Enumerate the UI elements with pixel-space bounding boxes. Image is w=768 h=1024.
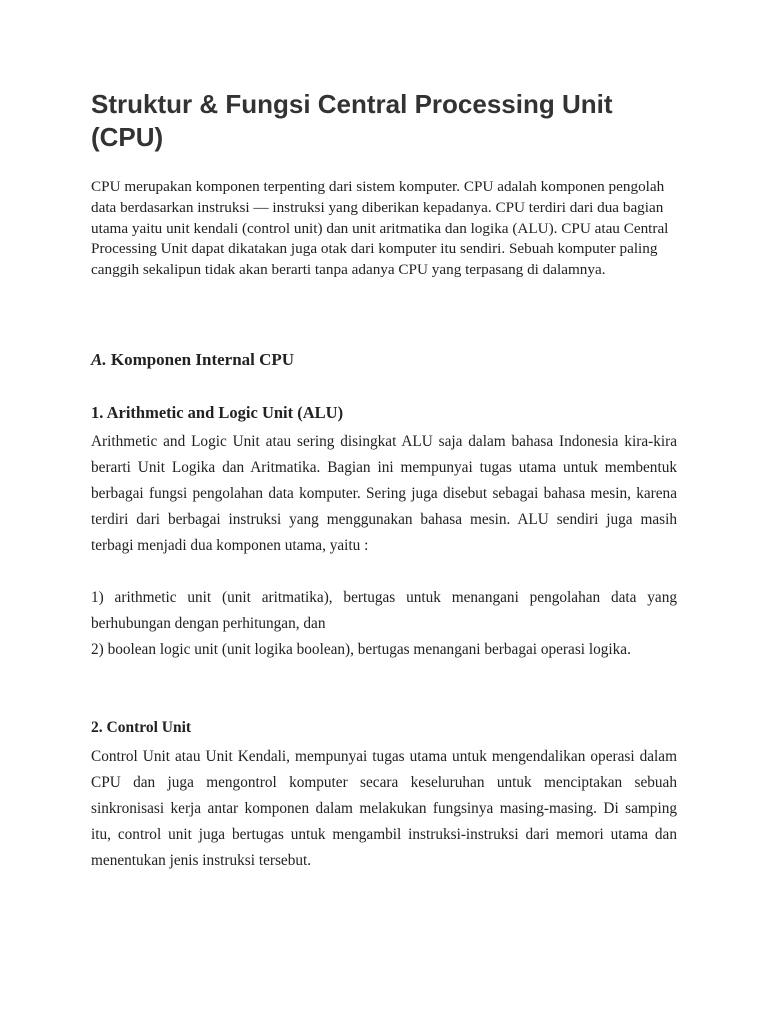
- control-unit-heading: 2. Control Unit: [91, 719, 192, 736]
- section-letter: A.: [91, 350, 107, 369]
- control-unit-paragraph: Control Unit atau Unit Kendali, mempunyai tugas utama untuk mengendalikan operasi dalam CPU dan juga mengontrol komputer secara keseluruhan untuk menciptakan sebuah sinkronisasi kerja antar komponen dalam melakukan fungsinya masing-masing. Di samping itu, control unit juga bertugas untuk mengambil instruksi-instruksi dari memori utama dan menentukan jenis instruksi tersebut.: [91, 748, 677, 869]
- alu-list-item-1: 1) arithmetic unit (unit aritmatika), bertugas untuk menangani pengolahan data yang berhubungan dengan perhitungan, dan: [91, 589, 677, 632]
- alu-heading: 1. Arithmetic and Logic Unit (ALU): [91, 403, 344, 422]
- alu-list-item-2: 2) boolean logic unit (unit logika boolean), bertugas menangani berbagai operasi logika.: [91, 641, 631, 658]
- intro-paragraph: CPU merupakan komponen terpenting dari sistem komputer. CPU adalah komponen pengolah data berdasarkan instruksi — instruksi yang diberikan kepadanya. CPU terdiri dari dua bagian utama yaitu unit kendali (control unit) dan unit aritmatika dan logika (ALU). CPU atau Central Processing Unit dapat dikatakan juga otak dari komputer itu sendiri. Sebuah komputer paling canggih sekalipun tidak akan berarti tanpa adanya CPU yang terpasang di dalamnya.: [91, 178, 669, 279]
- alu-paragraph: Arithmetic and Logic Unit atau sering disingkat ALU saja dalam bahasa Indonesia kira-kira berarti Unit Logika dan Aritmatika. Bagian ini mempunyai tugas utama untuk membentuk berbagai fungsi pengolahan data komputer. Sering juga disebut sebagai bahasa mesin, karena terdiri dari berbagai instruksi yang menggunakan bahasa mesin. ALU sendiri juga masih terbagi menjadi dua komponen utama, yaitu :: [91, 433, 677, 554]
- page-title: Struktur & Fungsi Central Processing Unit (CPU): [91, 89, 613, 152]
- section-heading-a: [91, 350, 677, 370]
- section-title: Komponen Internal CPU: [110, 350, 295, 369]
